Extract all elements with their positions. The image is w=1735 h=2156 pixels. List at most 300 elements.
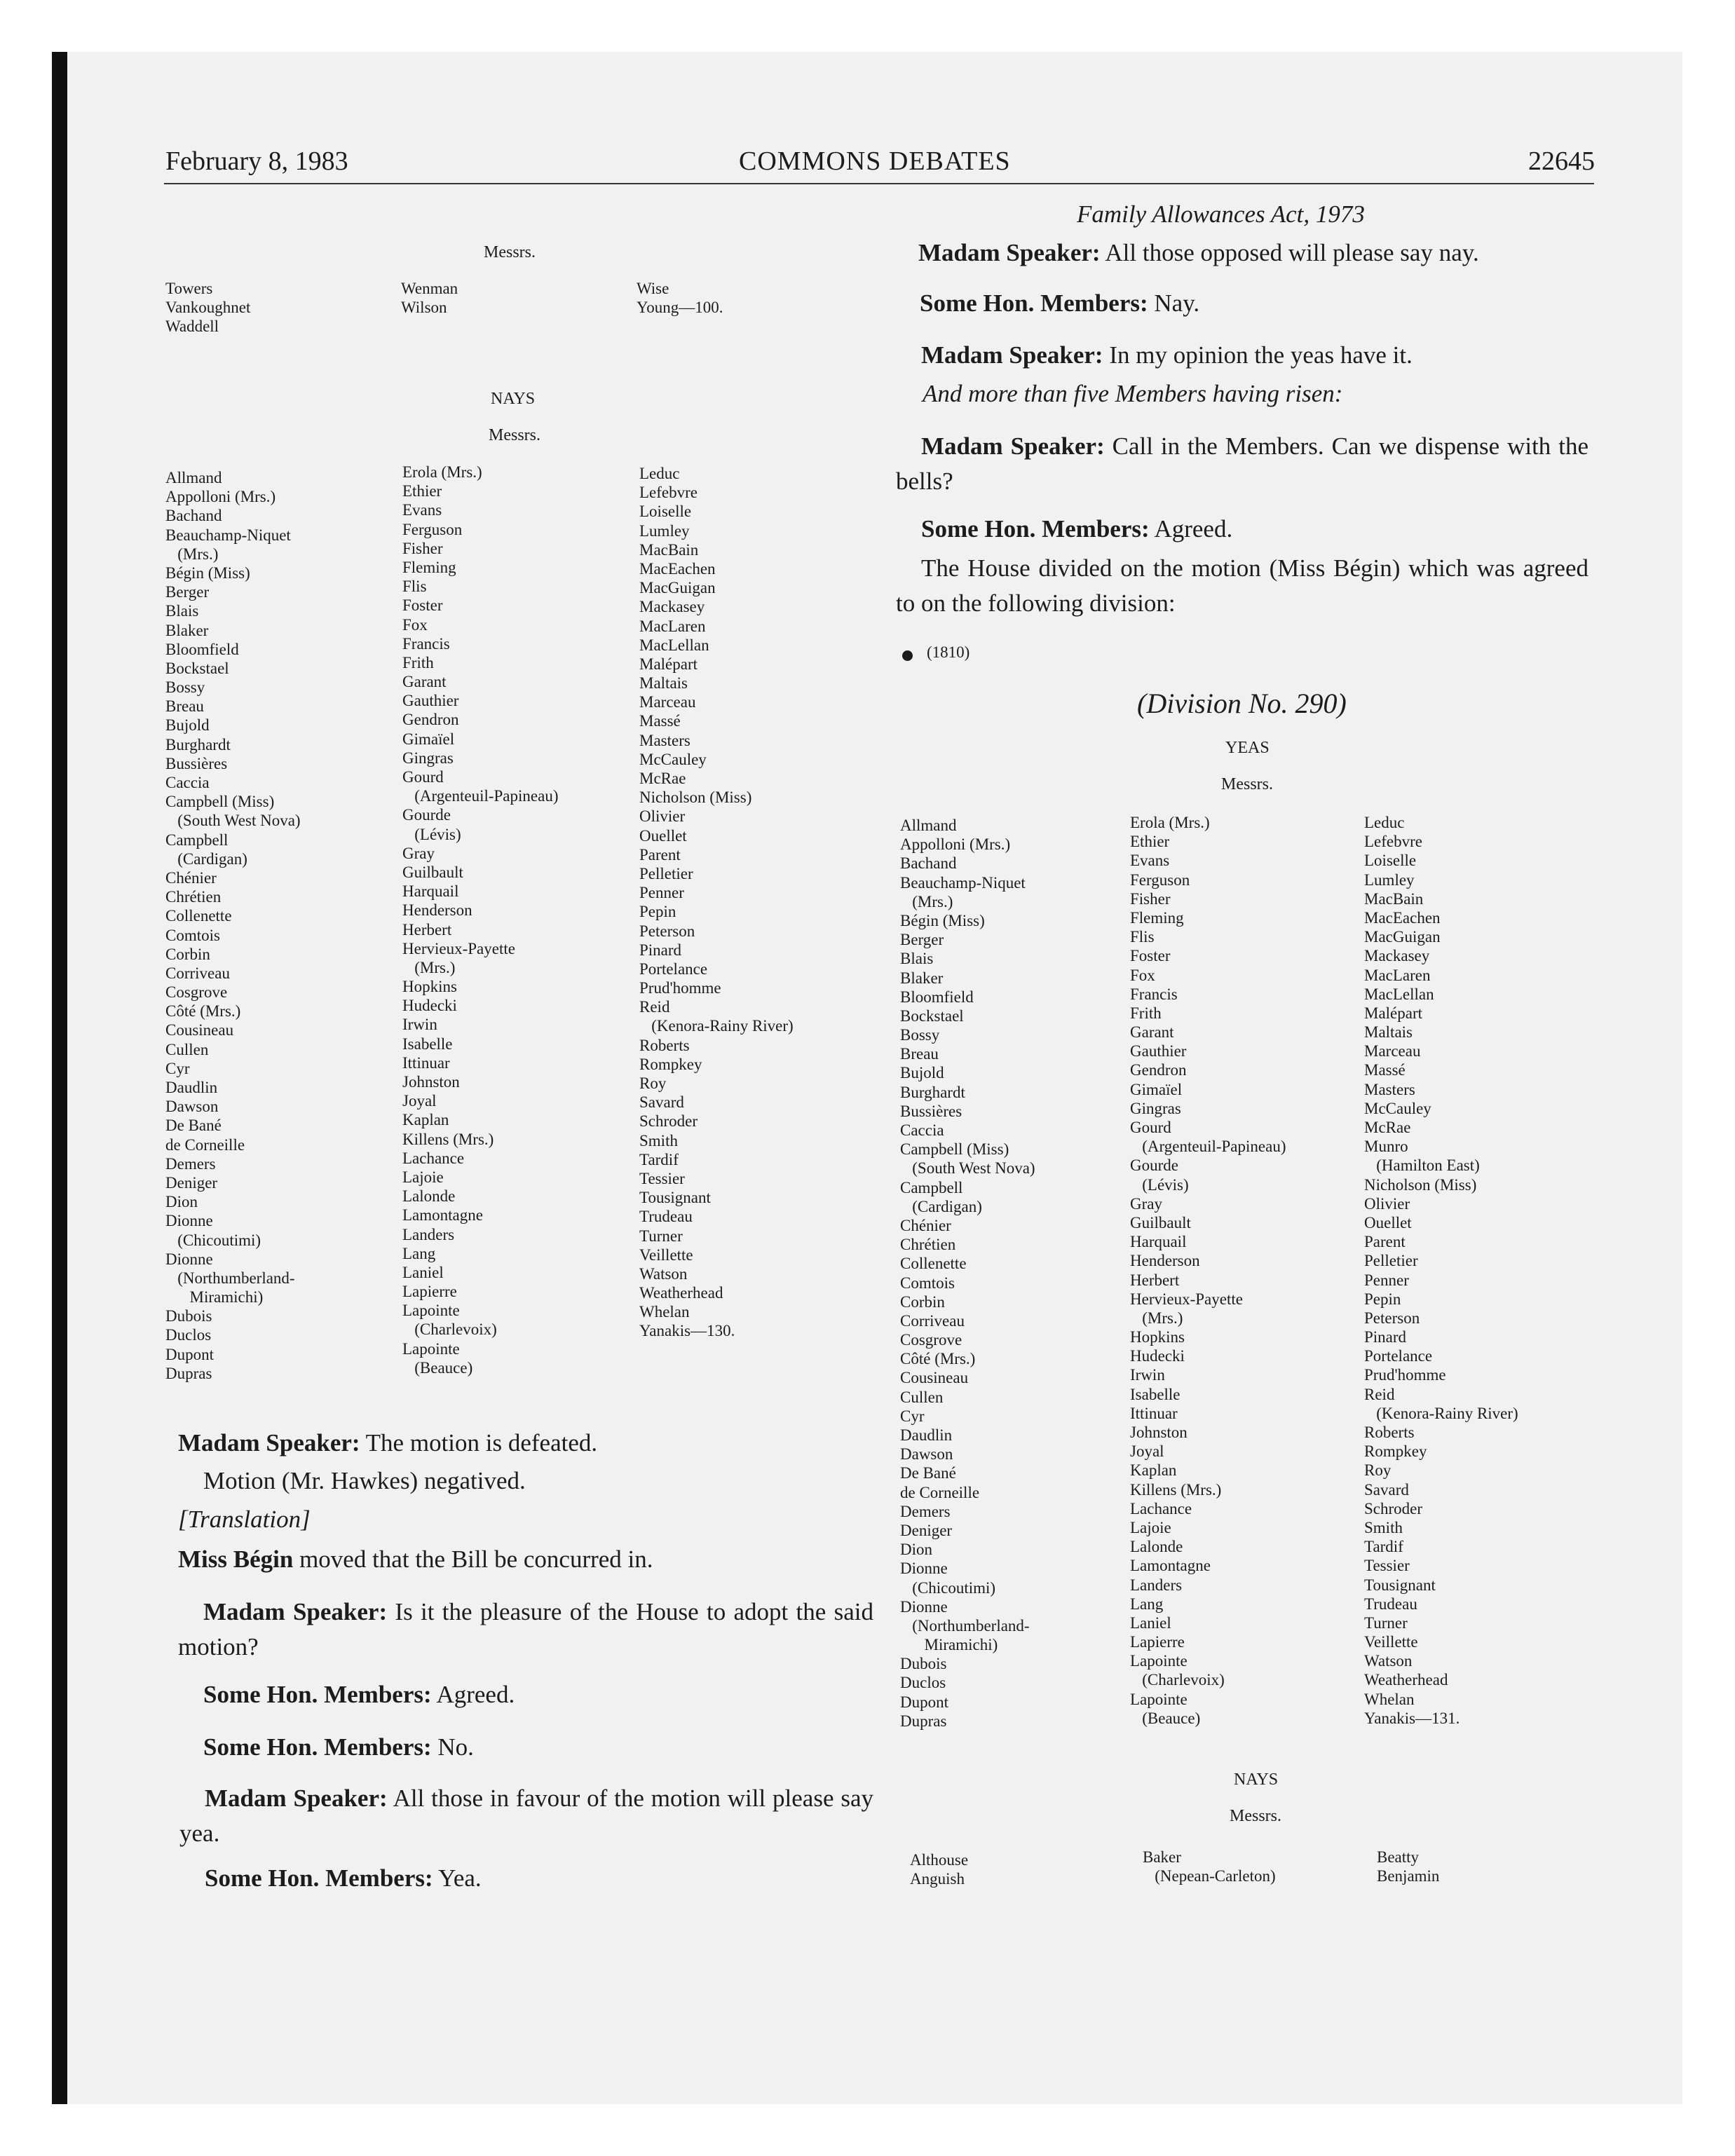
member-name: (Nepean-Carleton) [1143,1867,1276,1885]
right-para-call-in [896,429,1588,499]
member-name: Cosgrove [900,1331,962,1349]
speaker-label: Some Hon. Members: [205,1864,433,1892]
member-name: (Hamilton East) [1364,1157,1480,1175]
member-name: Isabelle [402,1035,453,1053]
speech-text: All those opposed will please say nay. [1100,239,1479,266]
right-nays-col-2 [1143,1848,1276,1885]
member-name: Roberts [639,1036,690,1054]
member-name: (Cardigan) [165,850,247,868]
member-name: MacLaren [1364,966,1431,984]
member-name: Breau [900,1045,939,1063]
member-name: Harquail [1130,1233,1187,1251]
header-page-number: 22645 [1528,146,1595,176]
member-name: Ittinuar [402,1053,450,1072]
member-name: Johnston [1130,1424,1188,1441]
member-name: Bockstael [165,659,229,677]
member-name: de Corneille [900,1483,980,1501]
member-name: Duclos [900,1674,946,1692]
member-name: Gingras [1130,1099,1181,1117]
member-name: Garant [402,673,447,691]
member-name: Dupont [165,1345,214,1363]
member-name: Bossy [165,678,205,697]
speaker-label: Some Hon. Members: [921,515,1150,543]
member-name: Prud'homme [639,979,721,997]
speaker-label: Madam Speaker: [205,1785,388,1812]
member-name: Guilbault [1130,1213,1191,1231]
member-name: McCauley [1364,1099,1431,1117]
member-name: (Northumberland- [900,1616,1030,1635]
scan-edge-bar [52,52,67,2104]
left-nays-heading: NAYS [491,390,536,408]
member-name: Allmand [165,469,222,486]
member-name: Joyal [1130,1442,1164,1461]
running-title: Family Allowances Act, 1973 [1077,200,1365,228]
member-name: MacLaren [639,617,706,635]
member-name: Pepin [639,903,676,921]
member-name: Dionne [900,1597,948,1616]
member-name: Roberts [1364,1424,1415,1441]
member-name: Blaker [900,969,944,987]
member-name: Lalonde [1130,1538,1183,1556]
member-name: Malépart [1364,1004,1423,1022]
member-name: Beauchamp-Niquet [900,873,1026,892]
left-nays-col-2 [402,463,558,1377]
member-name: (Charlevoix) [1130,1671,1225,1689]
member-name: Corriveau [900,1311,965,1330]
division-title: (Division No. 290) [1137,688,1347,719]
right-para-nay [920,286,1621,321]
member-name: Benjamin [1377,1867,1440,1885]
member-name: Comtois [165,926,220,944]
member-name: (Lévis) [402,825,461,843]
member-name: (Chicoutimi) [165,1231,261,1249]
member-name: Hervieux-Payette [402,939,515,957]
speaker-label: Some Hon. Members: [920,289,1148,317]
member-name: de Corneille [165,1135,245,1154]
yeas-col-3 [1364,813,1518,1728]
member-name: (Lévis) [1130,1175,1189,1194]
member-name: Pelletier [1364,1252,1418,1270]
member-name: Bussières [900,1102,962,1120]
member-name: MacEachen [1364,908,1441,927]
member-name: Ferguson [402,520,463,538]
speech-text: moved that the Bill be concurred in. [293,1546,653,1573]
member-name: Erola (Mrs.) [1130,814,1210,831]
member-name: Smith [639,1131,678,1149]
member-name: (Mrs.) [165,545,219,563]
member-name: Gourd [402,768,444,786]
member-name: Hudecki [1130,1347,1185,1365]
member-name: Lang [1130,1595,1164,1613]
member-name: Althouse [910,1851,969,1869]
member-name: Cousineau [165,1021,234,1039]
member-name: Schroder [1364,1499,1423,1517]
speech-text: Yea. [433,1864,482,1892]
member-name: Lamontagne [1130,1557,1211,1575]
yeas-col-1 [900,816,1035,1731]
speech-text: Call in the Members. Can we dispense with the bells? [896,432,1588,495]
right-para-opposed [918,236,1619,271]
member-name: Chrétien [900,1236,956,1254]
member-name: Landers [402,1225,455,1243]
member-name: Evans [402,501,442,519]
header-rule [164,183,1594,184]
right-para-opinion [921,338,1622,373]
member-name: Dupont [900,1693,948,1711]
member-name: Appolloni (Mrs.) [900,835,1011,854]
member-name: Weatherhead [639,1284,723,1302]
member-name: McCauley [639,750,707,768]
member-name: Towers [165,280,213,297]
member-name: Penner [1364,1271,1409,1289]
member-name: Ethier [402,482,442,500]
member-name: Burghardt [900,1083,965,1101]
bullet-icon [902,650,913,661]
member-name: Gourd [1130,1119,1171,1136]
member-name: Dion [165,1193,198,1211]
member-name: Bossy [900,1026,940,1044]
member-name: De Bané [165,1117,222,1135]
member-name: Côté (Mrs.) [900,1350,976,1368]
member-name: Nicholson (Miss) [1364,1175,1477,1194]
member-name: (Mrs.) [900,892,953,910]
member-name: Gingras [402,749,454,767]
member-name: Malépart [639,655,698,673]
member-name: Ouellet [1364,1213,1412,1231]
member-name: Olivier [639,807,686,826]
member-name: Bockstael [900,1007,964,1025]
member-name: Tessier [639,1169,685,1187]
speech-text: No. [431,1733,474,1761]
member-name: Fox [402,615,428,634]
member-name: Gray [402,844,435,862]
member-name: (South West Nova) [165,812,301,830]
left-top-col-2 [401,279,458,317]
member-name: Parent [639,845,681,864]
member-name: Tousignant [639,1189,711,1207]
member-name: Corbin [900,1292,945,1311]
yeas-col-2 [1130,813,1286,1728]
member-name: Deniger [900,1521,953,1539]
left-para-negatived: Motion (Mr. Hawkes) negatived. [203,1467,526,1494]
member-name: Bachand [165,507,222,525]
left-para-favour [179,1781,873,1851]
member-name: Ferguson [1130,871,1190,889]
member-name: Pelletier [639,864,693,882]
translation-marker: [Translation] [178,1506,311,1533]
member-name: Hudecki [402,997,457,1015]
member-name: Lang [402,1244,436,1262]
member-name: Whelan [639,1303,690,1321]
member-name: Baker [1143,1848,1181,1866]
member-name: Killens (Mrs.) [1130,1480,1222,1499]
member-name: (Kenora-Rainy River) [1364,1404,1518,1422]
member-name: Pinard [1364,1328,1407,1346]
member-name: Berger [165,583,210,601]
member-name: Lalonde [402,1187,456,1206]
speech-text: Agreed. [431,1681,515,1708]
member-name: Gendron [402,711,459,729]
left-top-messrs: Messrs. [484,243,536,261]
member-name: Cullen [165,1040,209,1058]
member-name: Fleming [1130,908,1184,927]
member-name: Burghardt [165,735,231,753]
member-name: Miramichi) [900,1636,998,1654]
member-name: (Beauce) [402,1358,473,1377]
member-name: Rompkey [639,1055,702,1073]
member-name: Gendron [1130,1061,1187,1079]
member-name: Dubois [900,1655,947,1673]
member-name: Lapointe [402,1302,460,1320]
member-name: (Mrs.) [1130,1309,1183,1327]
member-name: Chénier [900,1216,951,1234]
member-name: Daudlin [165,1079,218,1096]
member-name: Fisher [1130,889,1171,908]
member-name: Nicholson (Miss) [639,789,752,807]
member-name: Penner [639,884,684,902]
member-name: (Mrs.) [402,958,456,976]
member-name: Wilson [401,299,447,317]
member-name: Duclos [165,1326,212,1344]
member-name: Lamontagne [402,1206,483,1224]
member-name: Beauchamp-Niquet [165,526,291,544]
member-name: Bloomfield [900,988,974,1006]
left-para-no [203,1730,904,1765]
member-name: Demers [165,1154,216,1173]
member-name: McRae [1364,1119,1411,1136]
member-name: Collenette [165,907,232,925]
member-name: Hopkins [1130,1328,1185,1346]
member-name: Schroder [639,1112,698,1131]
member-name: Lumley [639,521,690,540]
member-name: Caccia [900,1121,944,1139]
member-name: Roy [1364,1461,1392,1480]
member-name: Portelance [639,960,708,978]
member-name: Dubois [165,1307,212,1325]
member-name: Bégin (Miss) [900,911,985,929]
member-name: Lajoie [1130,1518,1171,1536]
speaker-label: Madam Speaker: [921,341,1103,369]
member-name: Herbert [1130,1271,1180,1289]
member-name: Trudeau [1364,1595,1417,1613]
member-name: Mackasey [1364,947,1430,965]
member-name: (Argenteuil-Papineau) [402,787,559,805]
left-top-col-3 [637,279,723,317]
member-name: Reid [1364,1385,1395,1403]
member-name: Foster [1130,947,1171,965]
member-name: (South West Nova) [900,1159,1035,1178]
member-name: Hervieux-Payette [1130,1290,1243,1308]
member-name: Campbell (Miss) [165,793,275,811]
member-name: Lajoie [402,1168,444,1186]
member-name: Rompkey [1364,1442,1427,1461]
member-name: Lapointe [1130,1652,1188,1670]
member-name: Dionne [165,1212,213,1230]
speaker-label: Madam Speaker: [921,432,1105,460]
member-name: Frith [1130,1004,1162,1022]
member-name: Irwin [1130,1366,1165,1384]
speaker-label: Madam Speaker: [178,1429,360,1456]
member-name: Mackasey [639,598,705,616]
member-name: Henderson [1130,1252,1200,1270]
member-name: Lapointe [1130,1690,1188,1708]
member-name: Fleming [402,558,456,576]
member-name: Miramichi) [165,1288,264,1306]
speech-text: All those in favour of the motion will please say yea. [179,1785,873,1847]
member-name: Lefebvre [1364,833,1422,851]
member-name: Kaplan [402,1111,449,1129]
member-name: Veillette [639,1246,693,1264]
member-name: Henderson [402,901,472,920]
member-name: Pinard [639,941,682,959]
member-name: Tousignant [1364,1576,1436,1594]
member-name: MacEachen [639,559,716,578]
member-name: Gray [1130,1194,1162,1213]
member-name: Savard [1364,1480,1409,1499]
member-name: Corriveau [165,964,230,982]
member-name: Pepin [1364,1290,1401,1308]
member-name: MacBain [639,540,699,559]
member-name: Evans [1130,852,1170,870]
member-name: Caccia [165,774,210,791]
member-name: Yanakis—130. [639,1322,735,1340]
member-name: Laniel [1130,1613,1171,1632]
member-name: Dawson [900,1445,953,1464]
member-name: (Kenora-Rainy River) [639,1017,794,1035]
member-name: Waddell [165,318,219,336]
member-name: Demers [900,1502,951,1520]
member-name: MacLellan [639,636,709,654]
member-name: Dionne [165,1250,213,1268]
member-name: Masters [1364,1080,1415,1098]
member-name: Lachance [1130,1499,1192,1517]
member-name: (Cardigan) [900,1197,982,1215]
member-name: Watson [639,1264,688,1283]
left-para-pleasure [178,1595,873,1665]
member-name: Prud'homme [1364,1366,1446,1384]
member-name: Chrétien [165,888,222,906]
member-name: Tardif [639,1150,679,1168]
member-name: Fox [1130,966,1155,984]
right-nays-heading: NAYS [1234,1770,1279,1789]
member-name: Campbell (Miss) [900,1140,1009,1159]
member-name: De Bané [900,1464,956,1482]
left-nays-messrs: Messrs. [489,426,541,444]
member-name: Corbin [165,945,210,963]
left-para-concurred [178,1542,879,1577]
member-name: Lachance [402,1149,465,1167]
member-name: Johnston [402,1073,460,1091]
left-para-defeated [178,1426,879,1461]
member-name: Appolloni (Mrs.) [165,488,276,506]
member-name: Ittinuar [1130,1404,1178,1422]
member-name: Maltais [639,674,688,692]
member-name: Lapointe [402,1339,460,1358]
member-name: Beatty [1377,1848,1420,1866]
member-name: Weatherhead [1364,1671,1448,1689]
member-name: MacBain [1364,889,1424,908]
member-name: Loiselle [1364,852,1417,870]
member-name: (Chicoutimi) [900,1578,996,1597]
member-name: Campbell [900,1178,963,1196]
member-name: Bussières [165,754,228,772]
member-name: Gauthier [1130,1042,1187,1060]
member-name: Turner [1364,1613,1408,1632]
member-name: Vankoughnet [165,299,251,317]
member-name: Comtois [900,1274,955,1292]
member-name: Francis [402,634,450,653]
member-name: Anguish [910,1870,965,1888]
member-name: Cullen [900,1388,944,1406]
member-name: Massé [639,712,681,730]
member-name: Tardif [1364,1538,1403,1556]
member-name: MacLellan [1364,985,1434,1003]
member-name: Blais [900,950,934,968]
left-para-agreed [203,1677,904,1712]
member-name: Cyr [165,1059,190,1077]
member-name: (Northumberland- [165,1269,295,1287]
member-name: Foster [402,596,443,615]
member-name: Ouellet [639,826,687,845]
speech-text: Nay. [1148,289,1200,317]
member-name: Dion [900,1541,932,1559]
member-name: Whelan [1364,1690,1415,1708]
member-name: Isabelle [1130,1385,1181,1403]
member-name: Hopkins [402,978,457,996]
speaker-label: Some Hon. Members: [203,1733,432,1761]
member-name: Bégin (Miss) [165,564,250,582]
member-name: Joyal [402,1092,437,1110]
member-name: Peterson [639,922,695,940]
speaker-label: Madam Speaker: [918,239,1101,266]
member-name: Dionne [900,1560,948,1578]
member-name: Smith [1364,1518,1403,1536]
member-name: Campbell [165,831,229,849]
member-name: (Charlevoix) [402,1321,497,1339]
member-name: Ethier [1130,833,1170,851]
right-para-agreed [921,512,1622,547]
member-name: Roy [639,1074,667,1092]
member-name: Veillette [1364,1633,1418,1651]
member-name: Yanakis—131. [1364,1709,1460,1727]
member-name: Kaplan [1130,1461,1177,1480]
member-name: Trudeau [639,1208,693,1226]
member-name: Cyr [900,1407,925,1425]
member-name: Dupras [165,1364,212,1382]
member-name: Savard [639,1093,684,1112]
member-name: Wenman [401,280,458,297]
member-name: Marceau [639,693,696,711]
member-name: Blaker [165,621,209,639]
header-title: COMMONS DEBATES [739,146,1011,176]
member-name: (Argenteuil-Papineau) [1130,1138,1286,1156]
member-name: Côté (Mrs.) [165,1002,241,1021]
member-name: Portelance [1364,1347,1433,1365]
speaker-label: Miss Bégin [178,1546,294,1573]
member-name: Lapierre [402,1283,457,1301]
right-nays-col-3 [1377,1848,1439,1885]
member-name: Chénier [165,868,217,887]
member-name: Daudlin [900,1426,953,1444]
member-name: Garant [1130,1023,1174,1042]
member-name: Young—100. [637,299,723,317]
member-name: Frith [402,653,434,671]
member-name: Lapierre [1130,1633,1185,1651]
member-name: Tessier [1364,1557,1410,1575]
member-name: Flis [402,578,427,596]
left-top-col-1 [165,279,250,336]
member-name: (Beauce) [1130,1709,1201,1727]
